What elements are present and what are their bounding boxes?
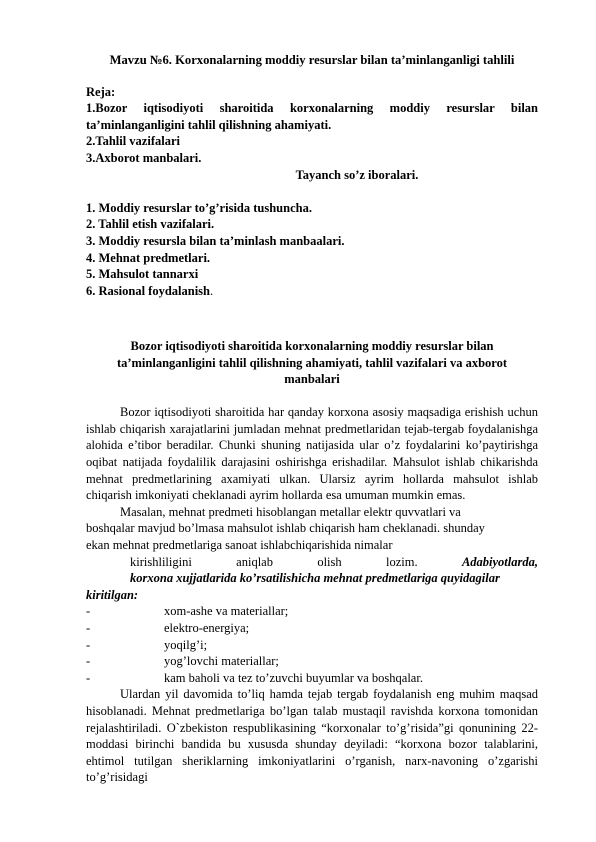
paragraph-line: ekan mehnat predmetlariga sanoat ishlabchiqarishida nimalar bbox=[86, 538, 393, 553]
page-title: Mavzu №6. Korxonalarning moddiy resurslar bilan ta’minlanganligi tahlili bbox=[109, 53, 515, 67]
word: olish bbox=[317, 554, 342, 569]
list-item: - yog’lovchi materiallar; bbox=[86, 654, 279, 669]
section-title: Bozor iqtisodiyoti sharoitida korxonalarning moddiy resurslar bilan ta’minlanganligini tahlil qilishning ahamiyati, tahlil vazifalari va axborot manbalari bbox=[116, 338, 508, 387]
word: aniqlab bbox=[236, 554, 273, 569]
plan-item: 3.Axborot manbalari. bbox=[86, 150, 202, 165]
keyword-item-suffix: . bbox=[210, 283, 214, 298]
keyword-item: 3. Moddiy resursla bilan ta’minlash manbaalari. bbox=[86, 233, 345, 248]
keyword-item: 4. Mehnat predmetlari. bbox=[86, 250, 211, 265]
paragraph-line: Masalan, mehnat predmeti hisoblangan metallar elektr quvvatlari va bbox=[120, 504, 461, 519]
paragraph: Ulardan yil davomida to’liq hamda tejab tergab foydalanish eng muhim maqsad hisoblanadi. Mehnat predmetlariga bo’lgan talab mustaqil ravishda korxona tomonidan rejalashtiriladi. O`zbekiston respublikasining “korxonalar to’g’risida”gi qonunining 22- moddasi birinchi bandida bu xususda shunday deyiladi: “korxona bozor talablarini, ehtimol tutilgan sheriklarning imkoniyatlarini o’rganish, narx-navoning o’zgarishi to’g’risidagi bbox=[86, 687, 538, 785]
italic-word: Adabiyotlarda, bbox=[461, 554, 538, 569]
keyword-item-text: 6. Rasional foydalanish bbox=[86, 283, 210, 298]
paragraph-line bbox=[86, 554, 538, 571]
keyword-item bbox=[86, 283, 538, 300]
keyword-item: 1. Moddiy resurslar to’g’risida tushuncha. bbox=[86, 200, 312, 215]
paragraph-line: boshqalar mavjud bo’lmasa mahsulot ishlab chiqarish ham cheklanadi. shunday bbox=[86, 521, 485, 536]
word: kirishliligini bbox=[130, 554, 192, 569]
paragraph: Bozor iqtisodiyoti sharoitida har qanday korxona asosiy maqsadiga erishish uchun ishlab chiqarish xarajatlarini jumladan mehnat predmetlaridan tejab-tergab foydalanishga alohida e’tibor beradilar. Chunki shuning natijasida ular o’z foydalarini ko’paytirishga oqibat natijada foydalilik darajasini oshirishga erishadilar. Mahsulot ishlab chikarishda mehnat predmetlarining axamiyati ulkan. Ularsiz ayrim hollarda mahsulot ishlab chiqarish imkoniyati cheklanadi ayrim hollarda esa umuman mumkin emas. bbox=[86, 405, 538, 503]
plan-heading: Reja: bbox=[86, 84, 116, 99]
materials-list bbox=[86, 603, 538, 686]
keyword-item: 5. Mahsulot tannarxi bbox=[86, 267, 199, 282]
paragraph-line: korxona xujjatlarida ko’rsatilishicha mehnat predmetlariga quyidagilar bbox=[130, 571, 500, 586]
list-item: - elektro-energiya; bbox=[86, 621, 250, 635]
paragraph-line: kiritilgan: bbox=[86, 587, 139, 602]
keyword-item: 2. Tahlil etish vazifalari. bbox=[86, 217, 215, 232]
list-item: - yoqilg’i; bbox=[86, 637, 208, 652]
paragraph-masalan bbox=[86, 504, 538, 604]
plan-item: 2.Tahlil vazifalari bbox=[86, 134, 180, 149]
list-item: - xom-ashe va materiallar; bbox=[86, 604, 289, 619]
list-item: - kam baholi va tez to’zuvchi buyumlar va boshqalar. bbox=[86, 670, 423, 685]
word: lozim. bbox=[386, 554, 418, 569]
keywords-heading: Tayanch so’z iboralari. bbox=[295, 167, 419, 182]
plan-section bbox=[86, 84, 538, 167]
plan-item: 1.Bozor iqtisodiyoti sharoitida korxonalarning moddiy resurslar bilan ta’minlanganligini tahlil qilishning ahamiyati. bbox=[86, 101, 538, 132]
keywords-section bbox=[86, 167, 538, 300]
document-page bbox=[86, 52, 538, 786]
